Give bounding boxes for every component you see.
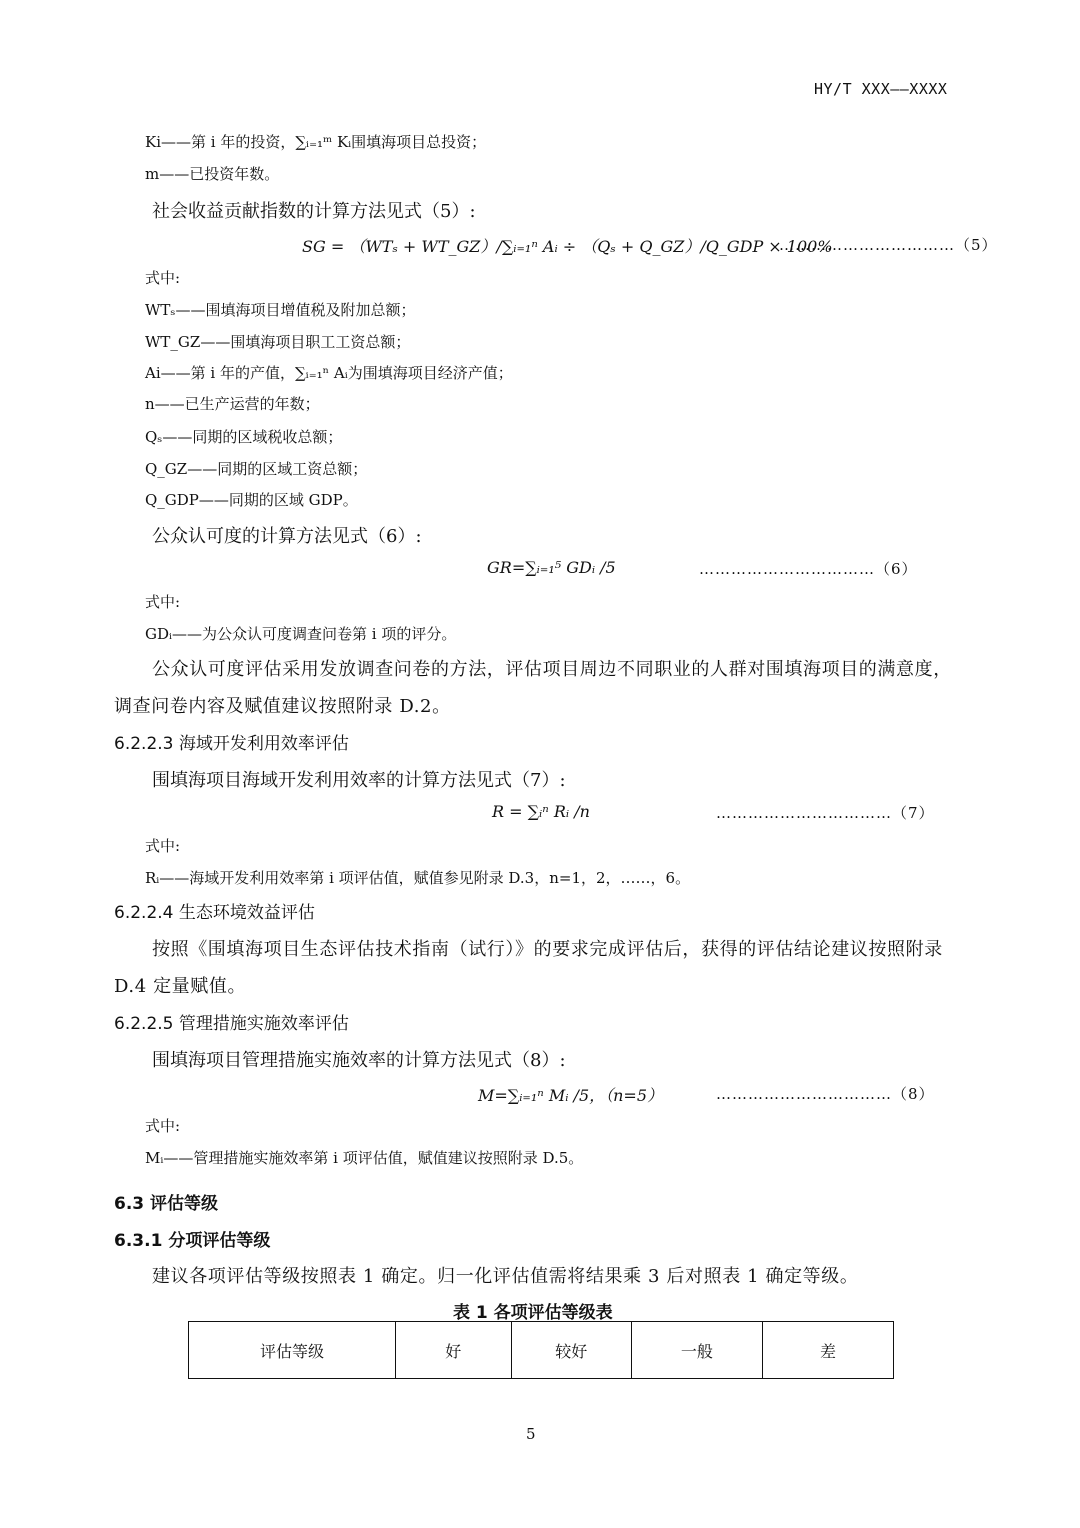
public-paragraph-line-2: 调查问卷内容及赋值建议按照附录 D.2。 bbox=[114, 696, 451, 717]
table-row bbox=[189, 1322, 894, 1379]
equation-number-8: ……………………………（8） bbox=[716, 1085, 935, 1103]
qgz-definition: Q_GZ——同期的区域工资总额； bbox=[145, 460, 368, 478]
formula-7: R = ∑ᵢⁿ Rᵢ /n bbox=[492, 802, 590, 821]
n-definition: n——已生产运营的年数； bbox=[145, 395, 320, 413]
section-6-2-2-4-heading: 6.2.2.4 生态环境效益评估 bbox=[114, 903, 315, 923]
table-cell-fairly-good: 较好 bbox=[511, 1322, 631, 1379]
standard-code-header: HY/T XXX——XXXX bbox=[814, 80, 948, 98]
table-cell-average: 一般 bbox=[631, 1322, 762, 1379]
eco-paragraph-line-2: D.4 定量赋值。 bbox=[114, 976, 247, 997]
r-intro: 围填海项目海域开发利用效率的计算方法见式（7）: bbox=[152, 770, 566, 791]
grade-paragraph: 建议各项评估等级按照表 1 确定。归一化评估值需将结果乘 3 后对照表 1 确定等级。 bbox=[152, 1266, 859, 1287]
ai-definition: Ai——第 i 年的产值，∑ᵢ₌₁ⁿ Aᵢ为围填海项目经济产值； bbox=[145, 364, 513, 382]
eco-paragraph-line-1: 按照《围填海项目生态评估技术指南（试行）》的要求完成评估后，获得的评估结论建议按照附录 bbox=[152, 939, 943, 960]
where-label: 式中: bbox=[145, 593, 181, 611]
section-6-3-heading: 6.3 评估等级 bbox=[114, 1194, 219, 1214]
page-number: 5 bbox=[526, 1425, 536, 1443]
sg-intro: 社会收益贡献指数的计算方法见式（5）: bbox=[152, 201, 476, 222]
mi-definition: Mᵢ——管理措施实施效率第 i 项评估值，赋值建议按照附录 D.5。 bbox=[145, 1149, 584, 1167]
where-label: 式中: bbox=[145, 269, 181, 287]
table-cell-good: 好 bbox=[396, 1322, 511, 1379]
where-label: 式中: bbox=[145, 837, 181, 855]
equation-number-6: ……………………………（6） bbox=[699, 560, 918, 578]
qgdp-definition: Q_GDP——同期的区域 GDP。 bbox=[145, 491, 358, 509]
table-cell-poor: 差 bbox=[762, 1322, 893, 1379]
wts-definition: WTₛ——围填海项目增值税及附加总额； bbox=[145, 301, 416, 319]
formula-6: GR=∑ᵢ₌₁⁵ GDᵢ /5 bbox=[487, 558, 616, 577]
formula-5: SG = （WTₛ + WT_GZ）/∑ᵢ₌₁ⁿ Aᵢ ÷ （Qₛ + Q_GZ）/Q_GDP × 100% bbox=[302, 237, 833, 256]
table-cell-grade-label: 评估等级 bbox=[189, 1322, 396, 1379]
public-paragraph-line-1: 公众认可度评估采用发放调查问卷的方法，评估项目周边不同职业的人群对围填海项目的满意度， bbox=[152, 659, 952, 680]
equation-number-5: ……………………………（5） bbox=[779, 236, 998, 254]
table-1-caption: 表 1 各项评估等级表 bbox=[453, 1303, 613, 1323]
k-definition: Ki——第 i 年的投资，∑ᵢ₌₁ᵐ Kᵢ围填海项目总投资； bbox=[145, 133, 487, 151]
gr-intro: 公众认可度的计算方法见式（6）: bbox=[152, 526, 422, 547]
grade-table bbox=[188, 1321, 894, 1379]
section-6-2-2-3-heading: 6.2.2.3 海域开发利用效率评估 bbox=[114, 734, 349, 754]
where-label: 式中: bbox=[145, 1117, 181, 1135]
section-6-3-1-heading: 6.3.1 分项评估等级 bbox=[114, 1231, 271, 1251]
qs-definition: Qₛ——同期的区域税收总额； bbox=[145, 428, 343, 446]
section-6-2-2-5-heading: 6.2.2.5 管理措施实施效率评估 bbox=[114, 1014, 349, 1034]
wtgz-definition: WT_GZ——围填海项目职工工资总额； bbox=[145, 333, 411, 351]
m-intro: 围填海项目管理措施实施效率的计算方法见式（8）: bbox=[152, 1050, 566, 1071]
formula-8: M=∑ᵢ₌₁ⁿ Mᵢ /5，（n=5） bbox=[478, 1086, 664, 1105]
ri-definition: Rᵢ——海域开发利用效率第 i 项评估值，赋值参见附录 D.3，n=1，2，……，6。 bbox=[145, 869, 691, 887]
gdi-definition: GDᵢ——为公众认可度调查问卷第 i 项的评分。 bbox=[145, 625, 457, 643]
equation-number-7: ……………………………（7） bbox=[716, 804, 935, 822]
m-definition: m——已投资年数。 bbox=[145, 165, 280, 183]
